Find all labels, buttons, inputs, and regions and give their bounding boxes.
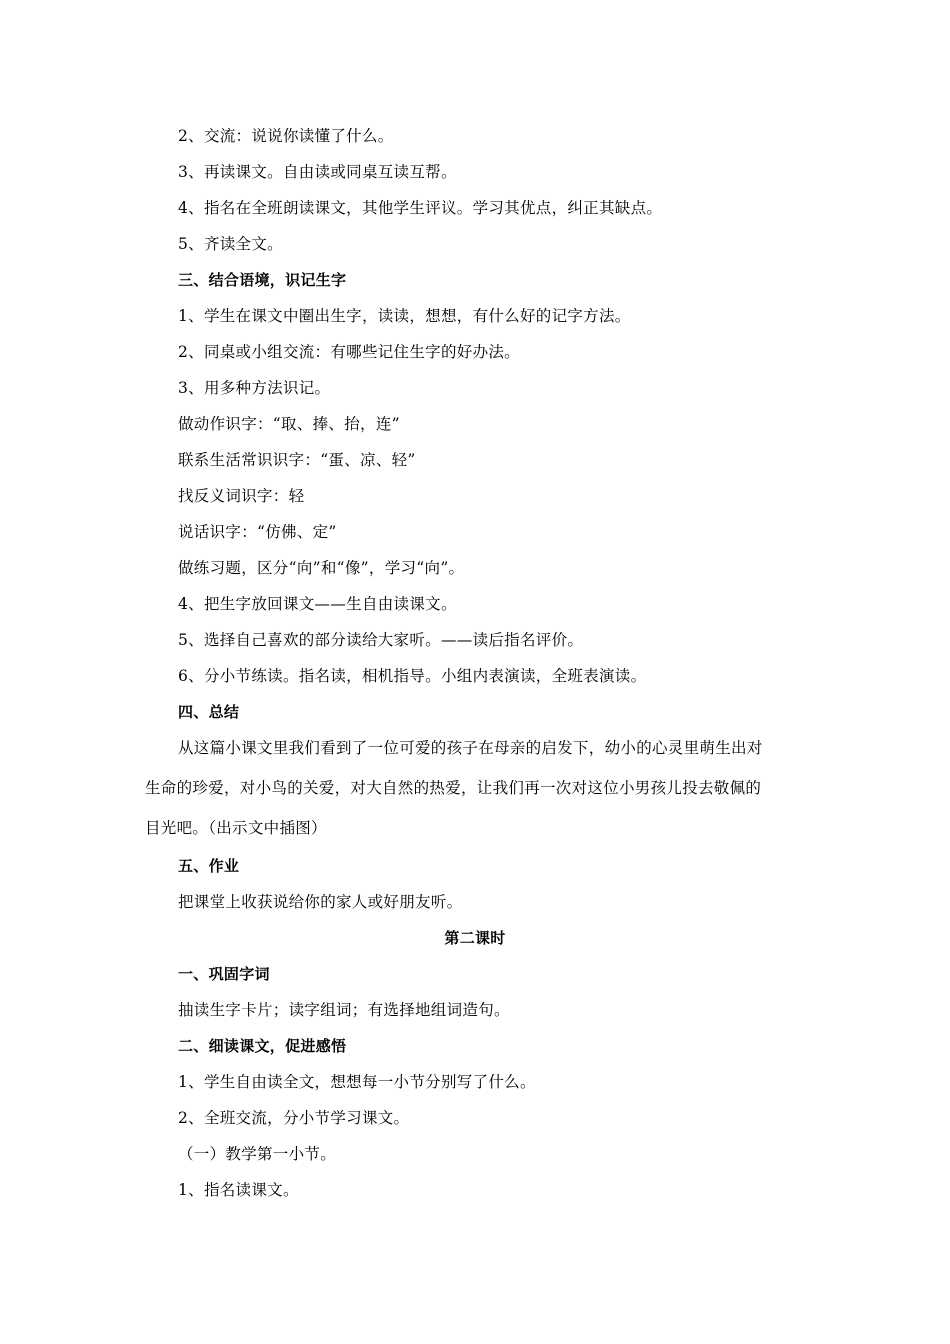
text-line: 4、把生字放回课文——生自由读课文。: [178, 595, 457, 613]
section-heading: 一、巩固字词: [178, 965, 270, 983]
text-line: 1、学生在课文中圈出生字，读读，想想，有什么好的记字方法。: [178, 307, 631, 325]
text-line: 3、用多种方法识记。: [178, 379, 331, 397]
section-heading: 五、作业: [178, 857, 240, 875]
text-line: 2、全班交流，分小节学习课文。: [178, 1109, 410, 1127]
paragraph-line: 从这篇小课文里我们看到了一位可爱的孩子在母亲的启发下，幼小的心灵里萌生出对: [178, 739, 763, 757]
text-line: 把课堂上收获说给你的家人或好朋友听。: [178, 893, 463, 911]
text-line: 1、学生自由读全文，想想每一小节分别写了什么。: [178, 1073, 536, 1091]
text-line: 2、交流：说说你读懂了什么。: [178, 127, 394, 145]
text-line: 说话识字：“仿佛、定”: [178, 523, 337, 541]
text-line: 5、齐读全文。: [178, 235, 283, 253]
text-line: 4、指名在全班朗读课文，其他学生评议。学习其优点，纠正其缺点。: [178, 199, 663, 217]
paragraph-line: 目光吧。（出示文中插图）: [145, 819, 327, 837]
text-line: 抽读生字卡片；读字组词；有选择地组词造句。: [178, 1001, 510, 1019]
lesson-title: 第二课时: [444, 929, 506, 947]
text-line: 1、指名读课文。: [178, 1181, 299, 1199]
text-line: 找反义词识字：轻: [178, 487, 305, 505]
text-line: 做练习题，区分“向”和“像”，学习“向”。: [178, 559, 465, 577]
text-line: （一）教学第一小节。: [178, 1145, 337, 1163]
text-line: 5、选择自己喜欢的部分读给大家听。——读后指名评价。: [178, 631, 584, 649]
section-heading: 四、总结: [178, 703, 240, 721]
text-line: 做动作识字：“取、捧、抬，连”: [178, 415, 400, 433]
text-line: 联系生活常识识字：“蛋、凉、轻”: [178, 451, 416, 469]
paragraph-line: 生命的珍爱，对小鸟的关爱，对大自然的热爱，让我们再一次对这位小男孩儿投去敬佩的: [145, 779, 762, 797]
text-line: 3、再读课文。自由读或同桌互读互帮。: [178, 163, 457, 181]
text-line: 6、分小节练读。指名读，相机指导。小组内表演读，全班表演读。: [178, 667, 647, 685]
text-line: 2、同桌或小组交流：有哪些记住生字的好办法。: [178, 343, 520, 361]
section-heading: 二、细读课文，促进感悟: [178, 1037, 347, 1055]
section-heading: 三、结合语境，识记生字: [178, 271, 347, 289]
